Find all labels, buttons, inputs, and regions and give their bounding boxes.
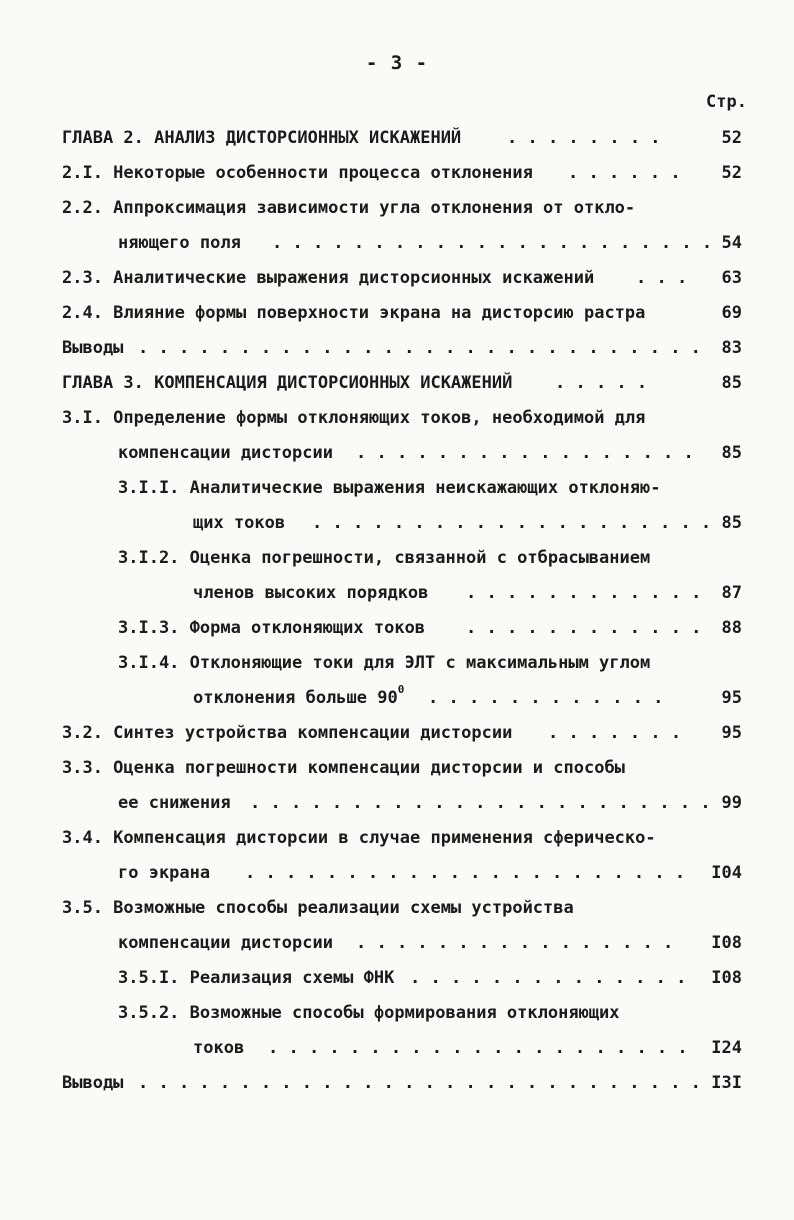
toc-entry-dots: . . . . . .: [568, 163, 681, 183]
toc-entry-text: 3.5. Возможные способы реализации схемы устройства: [62, 898, 574, 918]
toc-entry-text: го экрана: [118, 863, 211, 883]
toc-entry-dots: . . . . . . . .: [507, 128, 661, 148]
toc-entry: [0, 226, 794, 260]
toc-entry-page: 54: [721, 233, 742, 253]
toc-entry: [0, 786, 794, 820]
toc-entry-dots: . . . . . . . . . . . .: [466, 583, 702, 603]
toc-entry: [0, 961, 794, 995]
toc-entry-page: I08: [711, 933, 742, 953]
toc-entry: [0, 611, 794, 645]
toc-entry-page: 63: [721, 268, 742, 288]
toc-entry-text: ее снижения: [118, 793, 231, 813]
toc-entry-text: ГЛАВА 3. КОМПЕНСАЦИЯ ДИСТОРСИОННЫХ ИСКАЖЕНИЙ: [62, 373, 513, 393]
toc-entry-dots: . . . . . . . . . . . . . . . . . . . . . . .: [250, 793, 711, 813]
toc-entry-text: 2.3. Аналитические выражения дисторсионных искажений: [62, 268, 595, 288]
toc-entry-dots: . . . . .: [555, 373, 648, 393]
toc-entry-dots: . . . . . . .: [548, 723, 682, 743]
toc-entry-text: [193, 681, 404, 715]
toc-entry-dots: . . . . . . . . . . . . . . . . . . . . . .: [245, 863, 686, 883]
toc-entry: [0, 436, 794, 470]
toc-entry: [0, 891, 794, 925]
toc-entry: [0, 926, 794, 960]
toc-entry-page: I3I: [711, 1073, 742, 1093]
toc-entry: [0, 716, 794, 750]
toc-entry-text: компенсации дисторсии: [118, 933, 333, 953]
toc-entry-text: Выводы: [62, 1073, 124, 1093]
toc-entry: [0, 856, 794, 890]
toc-entry: [0, 1066, 794, 1100]
toc-entry-text: няющего поля: [118, 233, 241, 253]
toc-entry-text: 3.3. Оценка погрешности компенсации дисторсии и способы: [62, 758, 625, 778]
toc-entry-text: Выводы: [62, 338, 124, 358]
toc-entry-text: 2.2. Аппроксимация зависимости угла отклонения от откло-: [62, 198, 636, 218]
toc-entry: [0, 996, 794, 1030]
toc-entry: [0, 296, 794, 330]
toc-entry-page: 52: [721, 128, 742, 148]
toc-entry-text: 2.I. Некоторые особенности процесса отклонения: [62, 163, 533, 183]
toc-entry-page: 99: [721, 793, 742, 813]
toc-entry-dots: . . . . . . . . . . . . . . . .: [356, 933, 674, 953]
toc-entry-text: компенсации дисторсии: [118, 443, 333, 463]
toc-entry-page: I24: [711, 1038, 742, 1058]
toc-entry-text: членов высоких порядков: [193, 583, 429, 603]
toc-entry: [0, 261, 794, 295]
toc-entry-text: 3.I.4. Отклоняющие токи для ЭЛТ с максимальным углом: [118, 653, 651, 673]
toc-entry: [0, 681, 794, 715]
toc-entry: [0, 541, 794, 575]
toc-entry-text: 3.I.3. Форма отклоняющих токов: [118, 618, 426, 638]
toc-entry: [0, 401, 794, 435]
toc-entry-page: 95: [721, 723, 742, 743]
toc-entry: [0, 1031, 794, 1065]
toc-entry: [0, 121, 794, 155]
toc-entry-dots: . . . . . . . . . . . .: [428, 688, 664, 708]
page-column-header: Стр.: [706, 92, 747, 112]
toc-entry-text: 3.4. Компенсация дисторсии в случае применения сферическо-: [62, 828, 656, 848]
toc-entry-page: 52: [721, 163, 742, 183]
toc-entry: [0, 646, 794, 680]
toc-entry-text: 3.I.I. Аналитические выражения неискажающих отклоняю-: [118, 478, 661, 498]
toc-entry-page: 95: [721, 688, 742, 708]
toc-entry-text: 3.I.2. Оценка погрешности, связанной с отбрасыванием: [118, 548, 651, 568]
toc-entry-page: I08: [711, 968, 742, 988]
toc-entry: [0, 191, 794, 225]
toc-entry-page: 83: [721, 338, 742, 358]
toc-entry-text: 3.2. Синтез устройства компенсации дисторсии: [62, 723, 513, 743]
toc-entry-dots: . . . . . . . . . . . . . . . . .: [356, 443, 694, 463]
toc-entry-text: 2.4. Влияние формы поверхности экрана на дисторсию растра: [62, 303, 646, 323]
toc-entry-page: I04: [711, 863, 742, 883]
toc-entry-page: 87: [721, 583, 742, 603]
toc-entry-page: 69: [721, 303, 742, 323]
toc-entry-text: 3.I. Определение формы отклоняющих токов, необходимой для: [62, 408, 646, 428]
toc-entry-dots: . . . . . . . . . . . .: [466, 618, 702, 638]
toc-entry-page: 85: [721, 513, 742, 533]
toc-entry-text: щих токов: [193, 513, 286, 533]
toc-entry-dots: . . . . . . . . . . . . . .: [410, 968, 687, 988]
toc-entry-dots: . . . . . . . . . . . . . . . . . . . . . . . . . . . .: [138, 338, 701, 358]
toc-entry-dots: . . . . . . . . . . . . . . . . . . . . .: [268, 1038, 688, 1058]
toc-entry-text: токов: [193, 1038, 245, 1058]
toc-entry-text-main: отклонения больше 90: [193, 688, 398, 708]
toc-entry-text: 3.5.I. Реализация схемы ФНК: [118, 968, 395, 988]
toc-entry-dots: . . . . . . . . . . . . . . . . . . . . . . . . . . . .: [138, 1073, 701, 1093]
toc-entry: [0, 366, 794, 400]
page-number: - 3 -: [365, 52, 429, 74]
toc-entry: [0, 331, 794, 365]
toc-entry-dots: . . .: [636, 268, 688, 288]
toc-entry-text: 3.5.2. Возможные способы формирования отклоняющих: [118, 1003, 620, 1023]
toc-entry-page: 85: [721, 443, 742, 463]
toc-entry-page: 88: [721, 618, 742, 638]
toc-entry-page: 85: [721, 373, 742, 393]
toc-entry: [0, 751, 794, 785]
degree-superscript: 0: [397, 683, 405, 696]
toc-entry-text: ГЛАВА 2. АНАЛИЗ ДИСТОРСИОННЫХ ИСКАЖЕНИЙ: [62, 128, 462, 148]
toc-entry: [0, 821, 794, 855]
toc-entry-dots: . . . . . . . . . . . . . . . . . . . .: [312, 513, 712, 533]
toc-entry: [0, 156, 794, 190]
toc-entry: [0, 471, 794, 505]
toc-entry-dots: . . . . . . . . . . . . . . . . . . . . . .: [272, 233, 713, 253]
toc-entry: [0, 576, 794, 610]
toc-entry: [0, 506, 794, 540]
